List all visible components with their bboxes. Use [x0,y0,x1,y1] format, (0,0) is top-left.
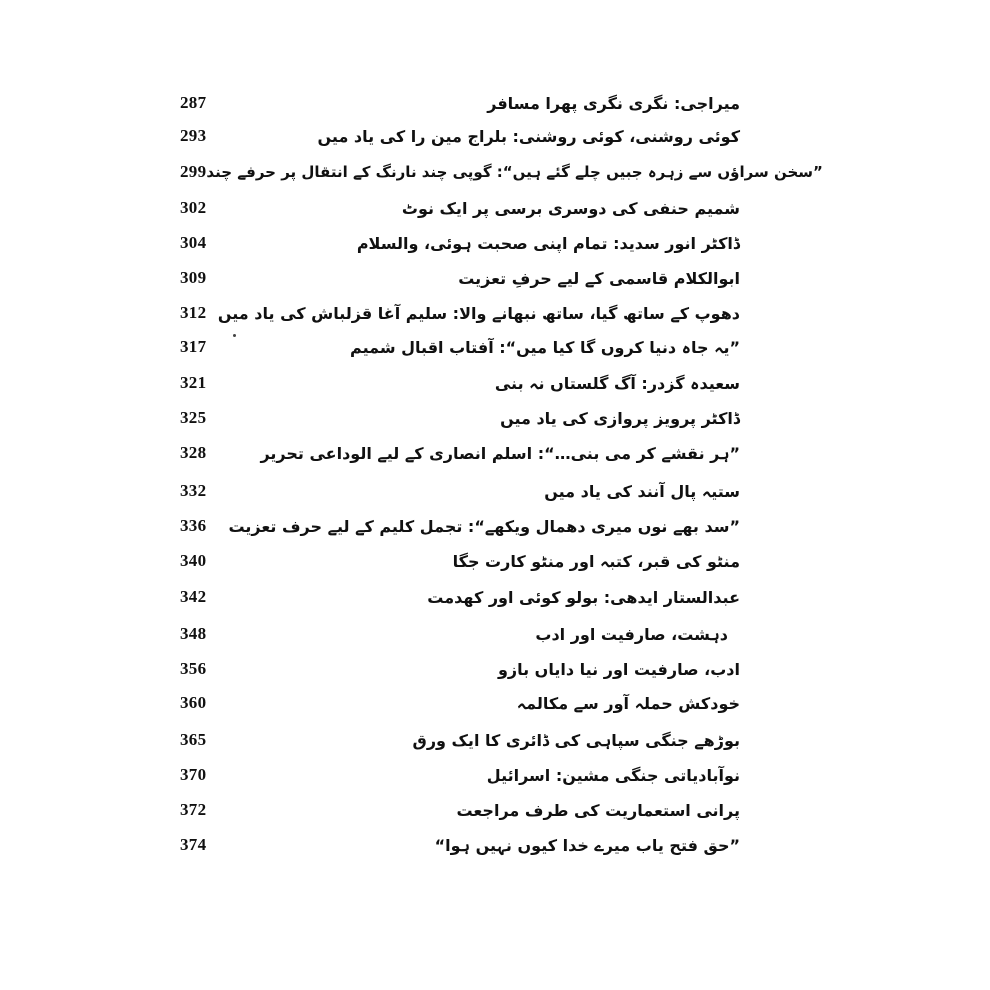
entry-title: ادب، صارفیت اور نیا دایاں بازو [497,659,740,679]
toc-row [180,620,740,648]
toc-row [180,689,740,717]
toc-row [180,831,740,859]
toc-row [180,439,740,467]
ink-speck [233,334,236,337]
toc-row [180,655,740,683]
page-number: 287 [180,93,207,112]
toc-row [180,158,823,186]
entry-title: ”سد بھے نوں میری دھمال ویکھے“: تجمل کلیم کے لیے حرف تعزیت [228,516,740,536]
toc-row [180,194,740,222]
page-number: 304 [180,233,207,252]
entry-title: دہشت، صارفیت اور ادب [535,624,728,644]
entry-title: ابوالکلام قاسمی کے لیے حرفِ تعزیت [458,268,740,288]
entry-title: ”ہر نقشے کر می بنی…“: اسلم انصاری کے لیے الوداعی تحریر [260,443,740,463]
page-number: 309 [180,268,207,287]
toc-row [180,761,740,789]
page-number: 342 [180,587,207,606]
toc-row [180,369,740,397]
entry-title: عبدالستار ایدھی: بولو کوئی اور کھدمت [427,587,740,607]
page-number: 302 [180,198,207,217]
entry-title: شمیم حنفی کی دوسری برسی پر ایک نوٹ [401,198,740,218]
toc-row [180,547,740,575]
toc-row [180,726,740,754]
toc-row [180,512,740,540]
entry-title: سعیدہ گزدر: آگ گلستاں نہ بنی [494,373,740,393]
toc-row [180,229,740,257]
page-number: 321 [180,373,207,392]
page-number: 293 [180,126,207,145]
page-number: 340 [180,551,207,570]
entry-title: ستیہ پال آنند کی یاد میں [544,481,740,501]
page-number: 312 [180,303,207,322]
page-number: 328 [180,443,207,462]
entry-title: دھوپ کے ساتھ گیا، ساتھ نبھانے والا: سلیم آغا قزلباش کی یاد میں [217,303,740,323]
toc-row [180,404,740,432]
page-number: 374 [180,835,207,854]
entry-title: ”حق فتح یاب میرے خدا کیوں نہیں ہوا“ [434,835,740,855]
page-number: 325 [180,408,207,427]
page-number: 336 [180,516,207,535]
entry-title: ڈاکٹر پرویز پروازی کی یاد میں [500,408,740,428]
entry-title: ”سخن سراؤں سے زہرہ جبیں چلے گئے ہیں“: گوپی چند نارنگ کے انتقال پر حرفے چند [206,163,823,181]
page-number: 370 [180,765,207,784]
entry-title: پرانی استعماریت کی طرف مراجعت [456,800,740,820]
toc-row [180,122,740,150]
page-number: 365 [180,730,207,749]
page-number: 360 [180,693,207,712]
toc-row [180,264,740,292]
entry-title: کوئی روشنی، کوئی روشنی: بلراج مین را کی یاد میں [317,126,740,146]
toc-row [180,299,740,327]
page-number: 299 [180,162,207,181]
page-number: 372 [180,800,207,819]
entry-title: بوڑھے جنگی سپاہی کی ڈائری کا ایک ورق [412,730,740,750]
page-number: 348 [180,624,207,643]
entry-title: میراجی: نگری نگری پھرا مسافر [487,93,740,113]
entry-title: نوآبادیاتی جنگی مشین: اسرائیل [486,765,740,785]
toc-row [180,796,740,824]
toc-row [180,583,740,611]
entry-title: خودکش حملہ آور سے مکالمہ [516,693,740,713]
entry-title: ”یہ جاہ دنیا کروں گا کیا میں“: آفتاب اقبال شمیم [350,337,740,357]
entry-title: منٹو کی قبر، کتبہ اور منٹو کارت جگا [452,551,740,571]
page-number: 356 [180,659,207,678]
entry-title: ڈاکٹر انور سدید: تمام اپنی صحبت ہوئی، والسلام [356,233,740,253]
page-number: 317 [180,337,207,356]
page-number: 332 [180,481,207,500]
toc-row [180,333,740,361]
toc-row [180,89,740,117]
toc-row [180,477,740,505]
